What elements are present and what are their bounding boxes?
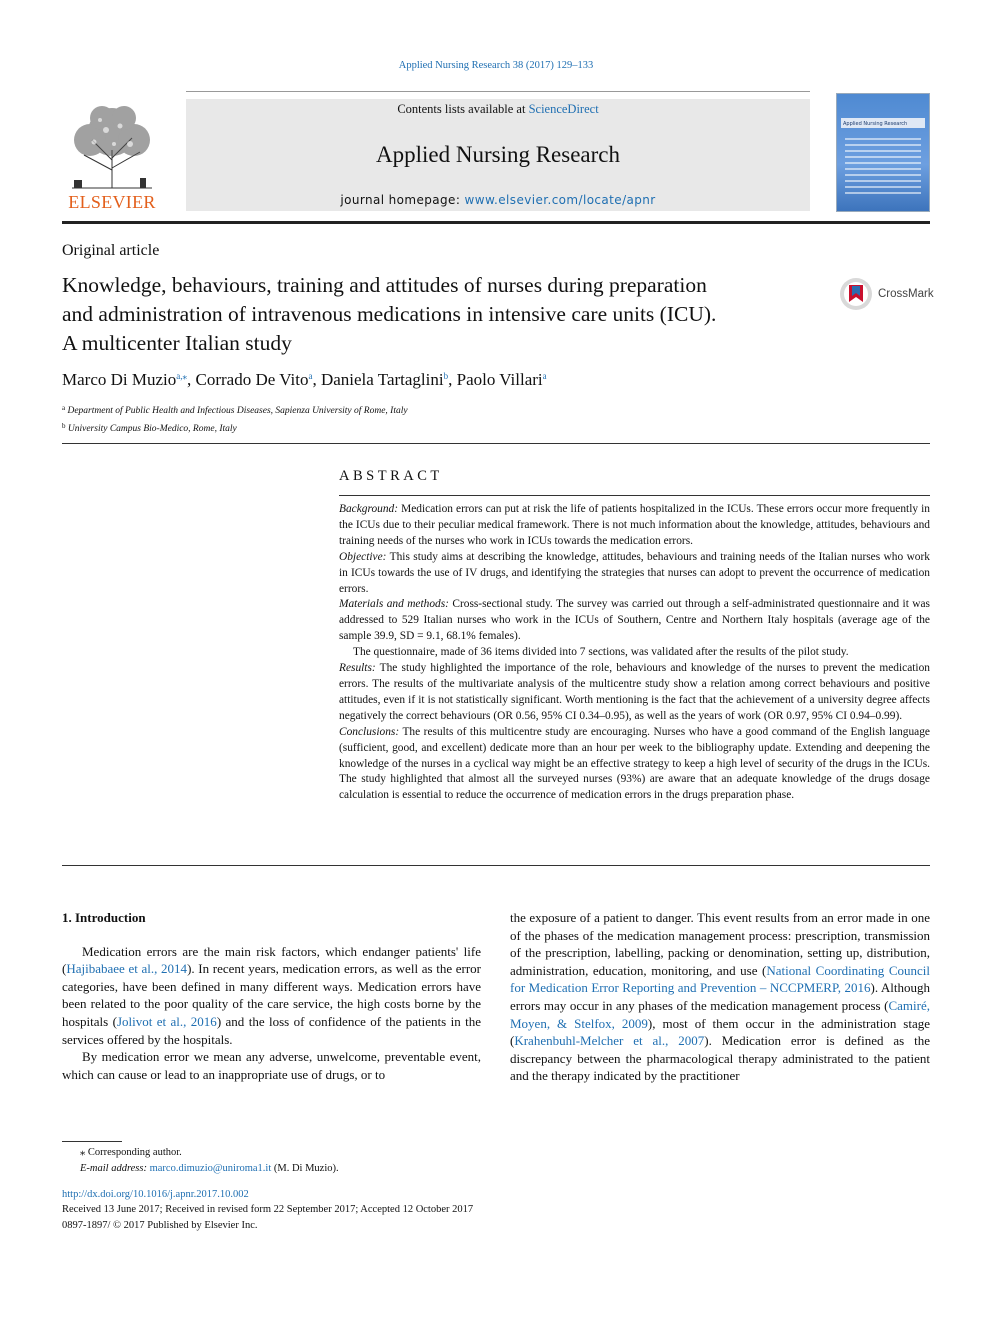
journal-citation[interactable]: Applied Nursing Research 38 (2017) 129–133 bbox=[398, 60, 594, 71]
affiliation-item bbox=[62, 419, 408, 437]
body-text: the exposure of a patient to danger. This event results from an error made in one of the phases of the medication management process: prescription, transmission of the prescription, labelling, packing or denomination, setting up, distribution, administration, education, monitoring, and use ( bbox=[510, 910, 930, 978]
reference-link[interactable]: Camiré, Moyen, & Stelfox, 2009 bbox=[510, 997, 930, 1031]
abstract-paragraph: The questionnaire, made of 36 items divided into 7 sections, was validated after the results of the pilot study. bbox=[353, 646, 849, 659]
crossmark-label[interactable]: CrossMark bbox=[878, 288, 934, 300]
homepage-line bbox=[186, 193, 810, 207]
journal-cover-image bbox=[836, 93, 930, 212]
email-note bbox=[80, 1161, 339, 1177]
crossmark-icon bbox=[838, 276, 874, 312]
reference-link[interactable]: National Coordinating Council for Medication Error Reporting and Prevention – NCCPMERP, 2016 bbox=[510, 962, 930, 996]
abstract-paragraph bbox=[339, 550, 930, 598]
reference-link[interactable]: Hajibabaee et al., 2014 bbox=[66, 961, 188, 977]
author-separator: , bbox=[187, 370, 196, 389]
author-separator: , bbox=[448, 370, 457, 389]
body-text: ). Although errors may occur in any phases of the medication management process ( bbox=[510, 980, 930, 1013]
body-text: ). Medication error is defined as the discrepancy between the pharmacological therapy administrated to the patient and the therapy indicated by the practitioner bbox=[510, 1033, 930, 1084]
abstract-text: This study aims at describing the knowledge, attitudes, behaviours and training needs of the Italian nurses who work in ICUs towards the use of IV drugs, and identifying the strategies that nurses can adopt to prevent the occurrence of medication errors. bbox=[339, 550, 930, 595]
author-name: Marco Di Muzio bbox=[62, 370, 177, 389]
abstract-text: The study highlighted the importance of the role, behaviours and knowledge of the nurses to prevent the medication errors. The results of the multivariate analysis of the multicentre study show a relation among correct behaviours and positive attitudes, even if it is not statistically significant. Worth mentioning is the fact that the achievement of a university degree affects negatively the correct behaviours (OR 0.56, 95% CI 0.34–0.95), as well as the years of work (OR 0.97, 95% CI 0.94–0.99). bbox=[339, 662, 930, 722]
abstract-paragraph bbox=[339, 725, 930, 805]
contents-line bbox=[186, 102, 810, 117]
reference-link[interactable]: Jolivot et al., 2016 bbox=[116, 1013, 217, 1029]
body-text: ) and the loss of confidence of the patients in the services offered by the hospitals. bbox=[62, 1013, 481, 1047]
cover-title: Applied Nursing Research bbox=[843, 121, 908, 127]
abstract-label: Materials and methods: bbox=[339, 598, 449, 611]
contents-prefix: Contents lists available at bbox=[397, 102, 529, 116]
abstract-text: Cross-sectional study. The survey was carried out through a self-administrated questionnaire and it was addressed to 529 Italian nurses who work in the ICUs of Southern, Centre and Northern Italy hospitals (average age of the sample 39.9, SD = 9.1, 68.1% females). bbox=[339, 598, 930, 643]
author-affiliation-marker[interactable]: a,⁎ bbox=[176, 371, 188, 381]
author-separator: , bbox=[312, 370, 321, 389]
email-label: E-mail address: bbox=[80, 1163, 150, 1174]
abstract-label: Background: bbox=[339, 503, 399, 515]
author-affiliation-marker[interactable]: a bbox=[542, 371, 547, 381]
homepage-prefix: journal homepage: bbox=[340, 193, 465, 207]
abstract-label: Conclusions: bbox=[339, 725, 400, 738]
reference-link[interactable]: Krahenbuhl-Melcher et al., 2007 bbox=[514, 1033, 705, 1049]
body-text: ). In recent years, medication errors, as well as the error categories, have been defined in many different ways. Medication errors have been related to the poor quality of the care service, the high costs borne by the hospitals ( bbox=[62, 961, 482, 1029]
affiliation-item bbox=[62, 401, 408, 419]
author-name: Corrado De Vito bbox=[195, 370, 309, 389]
author-list bbox=[62, 370, 547, 390]
author-affiliation-marker[interactable]: b bbox=[443, 371, 449, 381]
abstract-text: Medication errors can put at risk the life of patients hospitalized in the ICUs. These errors occur more frequently in the ICUs due to their peculiar medical framework. There is not much information about the knowledge, attitudes, behaviours and training needs of the nurses who work in ICUs towards the medication errors. bbox=[339, 503, 930, 547]
article-title bbox=[62, 271, 822, 358]
abstract-label: Results: bbox=[339, 662, 376, 675]
publisher-name: ELSEVIER bbox=[68, 192, 156, 212]
cover-decoration bbox=[845, 138, 921, 198]
abstract-bottom-divider bbox=[62, 865, 930, 866]
author-affiliation-marker[interactable]: a bbox=[308, 371, 313, 381]
affiliation-text: Department of Public Health and Infectious Diseases, Sapienza University of Rome, Italy bbox=[67, 406, 408, 416]
author-name: Daniela Tartaglini bbox=[320, 370, 444, 389]
article-title-line: and administration of intravenous medications in intensive care units (ICU). bbox=[62, 302, 717, 326]
article-type: Original article bbox=[62, 242, 160, 259]
sciencedirect-link[interactable]: ScienceDirect bbox=[528, 102, 599, 116]
corresponding-author-note: ⁎ Corresponding author. bbox=[80, 1147, 182, 1158]
body-text: Medication errors are the main risk factors, which endanger patients' life ( bbox=[62, 943, 481, 977]
abstract-divider bbox=[339, 495, 930, 496]
body-column-right bbox=[510, 909, 930, 1085]
email-link[interactable]: marco.dimuzio@uniroma1.it bbox=[149, 1163, 272, 1174]
journal-title: Applied Nursing Research bbox=[376, 142, 620, 167]
abstract-paragraph bbox=[339, 502, 930, 550]
publication-info bbox=[62, 1187, 473, 1233]
article-title-line: A multicenter Italian study bbox=[62, 331, 292, 355]
affiliation-list bbox=[62, 401, 408, 437]
abstract-label: Objective: bbox=[339, 550, 387, 563]
affiliation-marker: a bbox=[62, 404, 66, 412]
abstract-heading: ABSTRACT bbox=[339, 468, 443, 484]
body-text: ), most of them occur in the administration stage ( bbox=[510, 1015, 931, 1049]
body-paragraph bbox=[62, 943, 481, 1049]
homepage-link[interactable]: www.elsevier.com/locate/apnr bbox=[464, 193, 656, 207]
abstract-body bbox=[339, 502, 930, 804]
doi-link[interactable]: http://dx.doi.org/10.1016/j.apnr.2017.10.002 bbox=[62, 1189, 249, 1200]
abstract-paragraph bbox=[339, 597, 930, 645]
footnotes bbox=[80, 1145, 339, 1177]
article-title-line: Knowledge, behaviours, training and attitudes of nurses during preparation bbox=[62, 273, 707, 297]
author-name: Paolo Villari bbox=[456, 370, 543, 389]
copyright-line: 0897-1897/ © 2017 Published by Elsevier Inc. bbox=[62, 1219, 258, 1231]
affiliation-marker: b bbox=[62, 422, 66, 430]
email-owner: (M. Di Muzio). bbox=[271, 1163, 339, 1174]
section-heading: 1. Introduction bbox=[62, 910, 146, 925]
affiliation-text: University Campus Bio-Medico, Rome, Italy bbox=[67, 424, 237, 434]
received-dates: Received 13 June 2017; Received in revised form 22 September 2017; Accepted 12 October 2017 bbox=[62, 1204, 474, 1216]
masthead-top-rule bbox=[186, 91, 810, 92]
body-paragraph: By medication error we mean any adverse, unwelcome, preventable event, which can cause or lead to an inappropriate use of drugs, or to bbox=[62, 1049, 481, 1082]
abstract-text: The results of this multicentre study are encouraging. Nurses who have a good command of the English language (sufficient, good, and excellent) dedicate more than an hour per week to the bibliography update. Extending and deepening the knowledge of the nurses in a cyclical way might be an effective strategy to keep a high level of security of the drugs in the ICUs. The study highlighted that almost all the surveyed nurses (93%) are aware that an adequate knowledge of the drugs dosage calculation is essential to reduce the occurrence of medication errors in the drugs preparation phase. bbox=[339, 725, 930, 802]
body-paragraph bbox=[510, 909, 930, 1085]
title-divider bbox=[62, 443, 930, 444]
body-column-left bbox=[62, 909, 481, 1083]
abstract-paragraph bbox=[339, 661, 930, 725]
footnote-divider bbox=[62, 1141, 122, 1142]
header-divider bbox=[62, 221, 930, 224]
